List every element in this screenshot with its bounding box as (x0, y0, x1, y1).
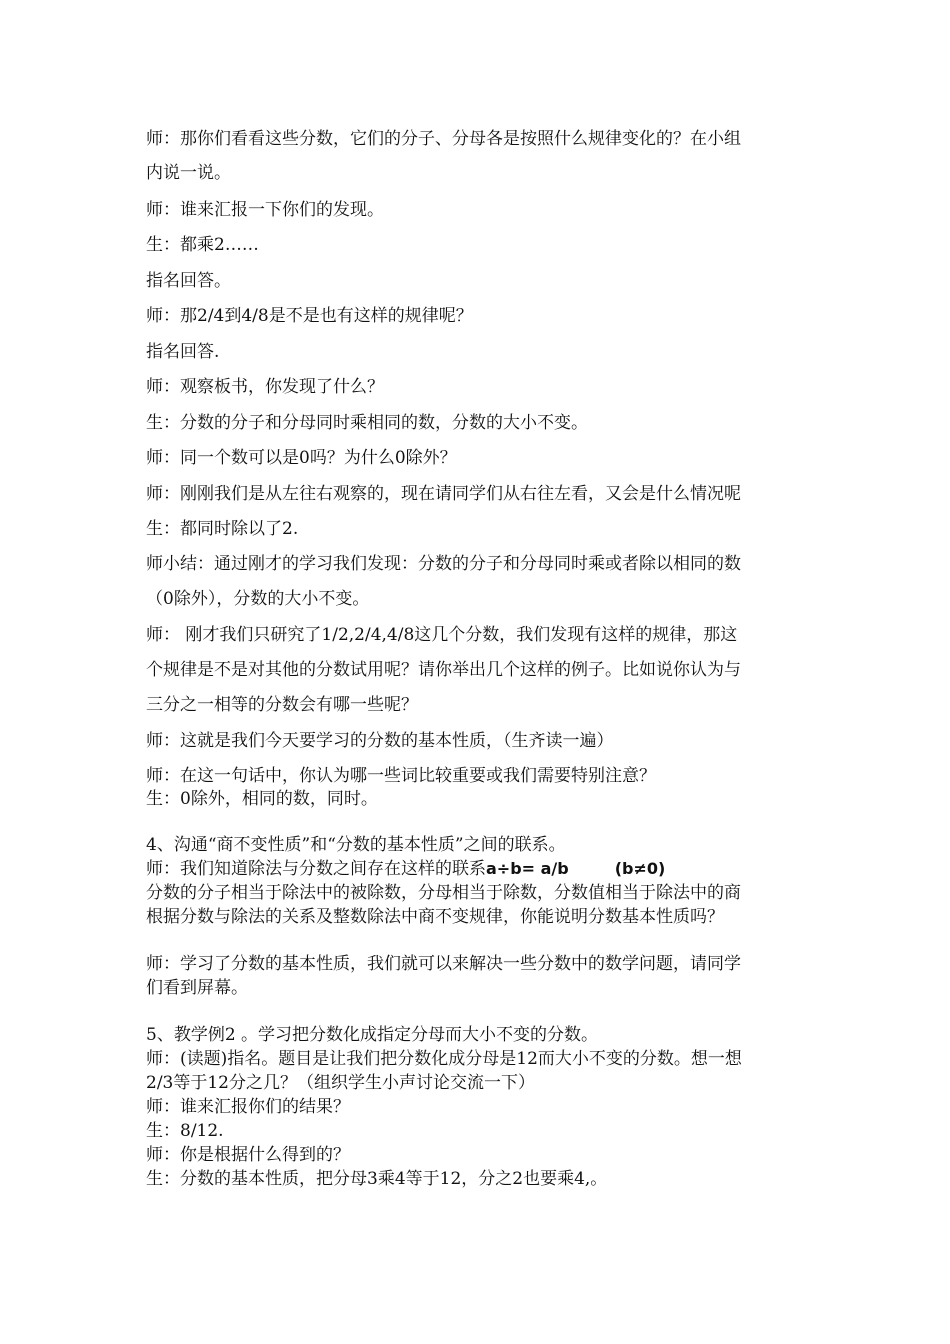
text-line: 师：那你们看看这些分数，它们的分子、分母各是按照什么规律变化的？在小组 (146, 129, 741, 149)
text-line: 们看到屏幕。 (146, 978, 248, 998)
text-line (146, 858, 816, 880)
text-line: 师：观察板书，你发现了什么？ (146, 377, 384, 397)
text-line: 指名回答. (146, 342, 220, 362)
text-line: 师：谁来汇报一下你们的发现。 (146, 200, 384, 220)
text-line: 生：都同时除以了2. (146, 519, 299, 539)
text-line: 师：你是根据什么得到的？ (146, 1145, 350, 1165)
text-line: 师：在这一句话中，你认为哪一些词比较重要或我们需要特别注意？ (146, 766, 656, 786)
text-line: 师：学习了分数的基本性质，我们就可以来解决一些分数中的数学问题，请同学 (146, 954, 741, 974)
section-heading: 4、沟通“商不变性质”和“分数的基本性质”之间的联系。 (146, 835, 566, 855)
text-line: 师小结：通过刚才的学习我们发现：分数的分子和分母同时乘或者除以相同的数 (146, 554, 741, 574)
text-line: 个规律是不是对其他的分数试用呢？请你举出几个这样的例子。比如说你认为与 (146, 660, 741, 680)
text-line: 2/3等于12分之几？（组织学生小声讨论交流一下） (146, 1073, 535, 1093)
text-line: 生：0除外，相同的数，同时。 (146, 789, 378, 809)
text-line: 指名回答。 (146, 271, 231, 291)
text-line: 生：分数的基本性质，把分母3乘4等于12，分之2也要乘4,。 (146, 1169, 608, 1189)
text-line: 师：那2/4到4/8是不是也有这样的规律呢？ (146, 306, 473, 326)
text-line: 根据分数与除法的关系及整数除法中商不变规律，你能说明分数基本性质吗？ (146, 907, 724, 927)
text-line: 师：(读题)指名。题目是让我们把分数化成分母是12而大小不变的分数。想一想 (146, 1049, 742, 1069)
text-line: 师： 刚才我们只研究了1/2,2/4,4/8这几个分数，我们发现有这样的规律，那这 (146, 625, 738, 645)
text-line: 生：都乘2…… (146, 235, 259, 255)
text-line: 内说一说。 (146, 163, 231, 183)
text-line: 三分之一相等的分数会有哪一些呢？ (146, 695, 418, 715)
text-line: 分数的分子相当于除法中的被除数，分母相当于除数，分数值相当于除法中的商 (146, 883, 741, 903)
text-line: 师：这就是我们今天要学习的分数的基本性质，（生齐读一遍） (146, 731, 614, 751)
text-line-lead: 师：我们知道除法与分数之间存在这样的联系 (146, 859, 486, 879)
text-line: 生：分数的分子和分母同时乘相同的数，分数的大小不变。 (146, 413, 588, 433)
section-heading: 5、教学例2 。学习把分数化成指定分母而大小不变的分数。 (146, 1025, 599, 1045)
text-line: 师：谁来汇报你们的结果？ (146, 1097, 350, 1117)
text-line: （0除外），分数的大小不变。 (146, 589, 370, 609)
division-formula: a÷b= a/b (486, 859, 569, 878)
formula-condition: (b≠0) (614, 859, 666, 878)
text-line: 生：8/12. (146, 1121, 224, 1141)
text-line: 师：刚刚我们是从左往右观察的，现在请同学们从右往左看，又会是什么情况呢 (146, 484, 741, 504)
text-line: 师：同一个数可以是0吗？为什么0除外？ (146, 448, 457, 468)
